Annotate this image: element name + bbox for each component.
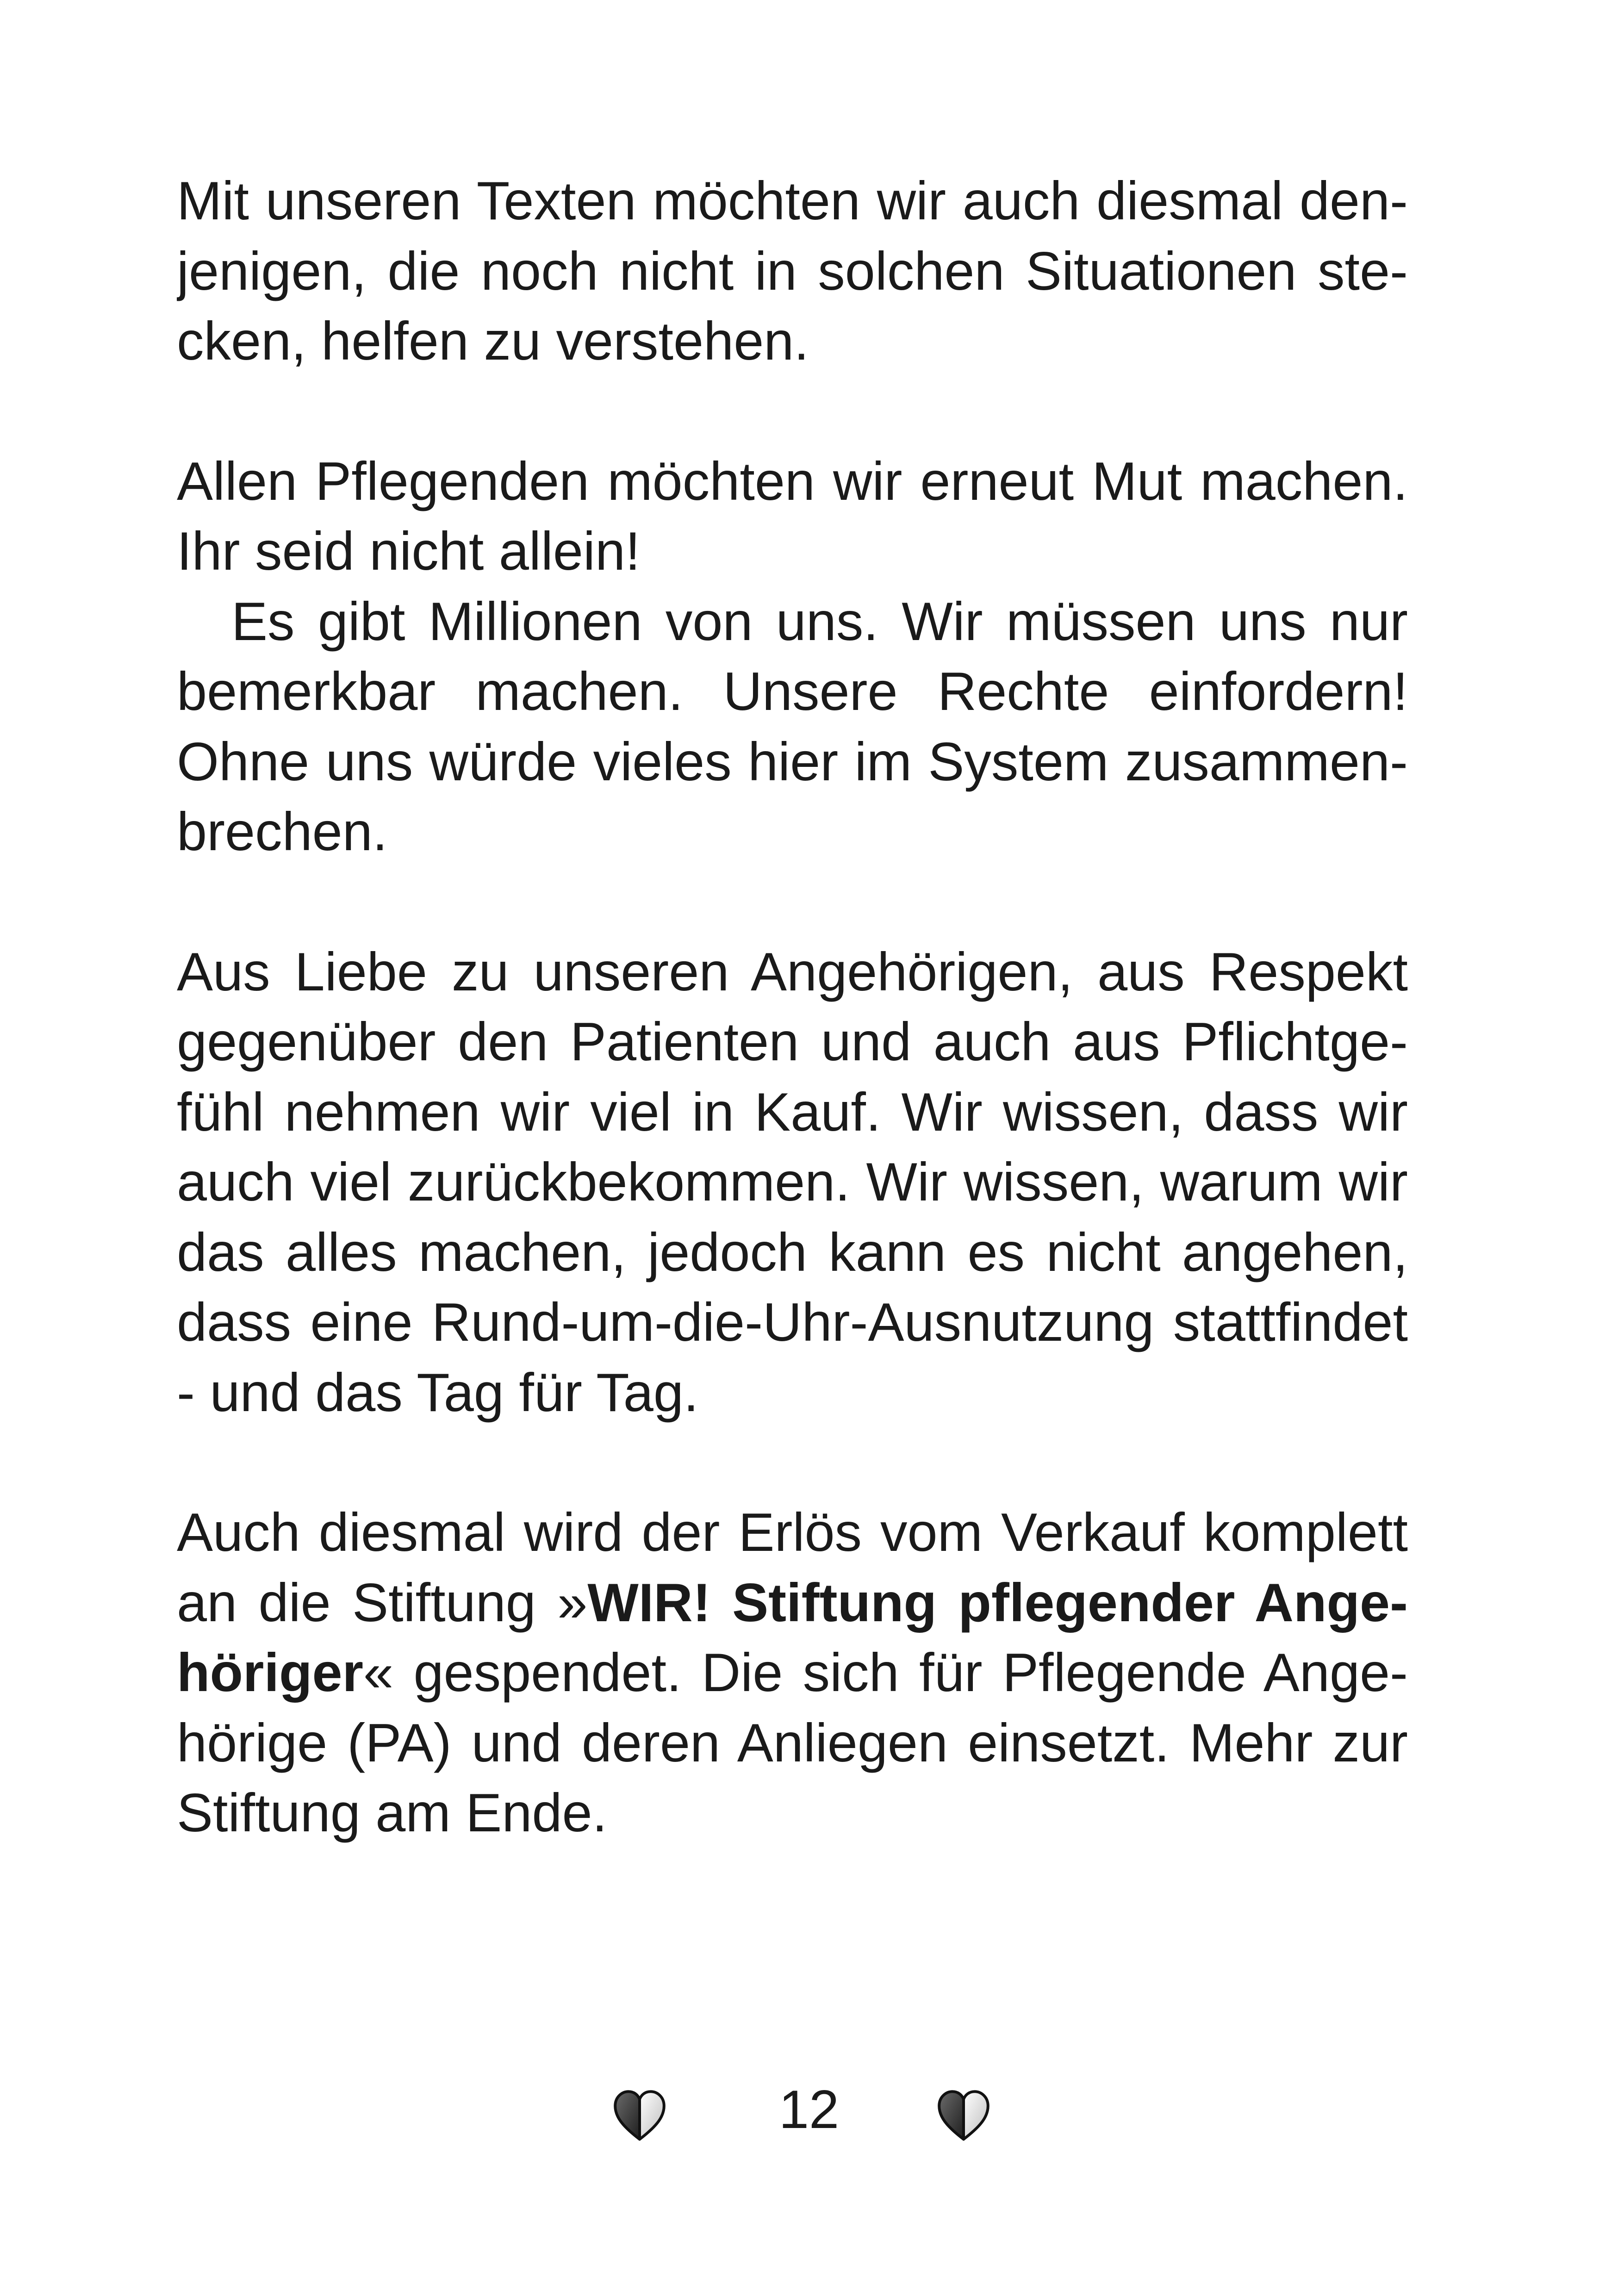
heart-icon (612, 2088, 667, 2144)
text-line: jenigen, die noch nicht in solchen Situationen ste- (177, 240, 1408, 301)
text-line: bemerkbar machen. Unsere Rechte einfordern! (177, 661, 1408, 722)
text-line: Ohne uns würde vieles hier im System zusammen- (177, 731, 1408, 792)
foundation-name-part-1: WIR! Stiftung pflegender Ange- (587, 1572, 1408, 1633)
paragraph-4 (177, 1497, 1408, 1848)
text-line: Auch diesmal wird der Erlös vom Verkauf komplett (177, 1502, 1408, 1562)
text-line: Ihr seid nicht allein! (177, 521, 641, 581)
text-line (177, 1637, 1408, 1708)
heart-icon (936, 2088, 991, 2144)
text-line: Allen Pflegenden möchten wir erneut Mut machen. (177, 450, 1408, 511)
text-line: Aus Liebe zu unseren Angehörigen, aus Respekt (177, 941, 1408, 1002)
text-line: gegenüber den Patienten und auch aus Pflichtge- (177, 1011, 1408, 1072)
paragraph-1 (177, 166, 1408, 376)
text-line: Es gibt Millionen von uns. Wir müssen uns nur (231, 591, 1408, 652)
page-text (177, 166, 1408, 1848)
foundation-name-part-2: höriger (177, 1642, 364, 1703)
text-line (177, 1568, 1408, 1638)
text-fragment: an die Stiftung » (177, 1572, 588, 1633)
text-line: auch viel zurückbekommen. Wir wissen, warum wir (177, 1151, 1408, 1212)
paragraph-3 (177, 937, 1408, 1428)
text-line: dass eine Rund-um-die-Uhr-Ausnutzung stattfindet (177, 1292, 1408, 1352)
page-number: 12 (778, 2079, 840, 2140)
text-line: - und das Tag für Tag. (177, 1362, 699, 1423)
text-line: brechen. (177, 801, 388, 862)
text-line: das alles machen, jedoch kann es nicht angehen, (177, 1221, 1408, 1282)
page-footer (0, 2073, 1618, 2157)
paragraph-2 (177, 446, 1408, 867)
text-line: fühl nehmen wir viel in Kauf. Wir wissen, dass wir (177, 1081, 1408, 1142)
text-line: hörige (PA) und deren Anliegen einsetzt. Mehr zur (177, 1712, 1408, 1773)
text-line: Mit unseren Texten möchten wir auch diesmal den- (177, 170, 1408, 231)
text-line: cken, helfen zu verstehen. (177, 311, 809, 371)
text-fragment: « gespendet. Die sich für Pflegende Ange- (363, 1642, 1408, 1703)
text-line: Stiftung am Ende. (177, 1782, 608, 1843)
